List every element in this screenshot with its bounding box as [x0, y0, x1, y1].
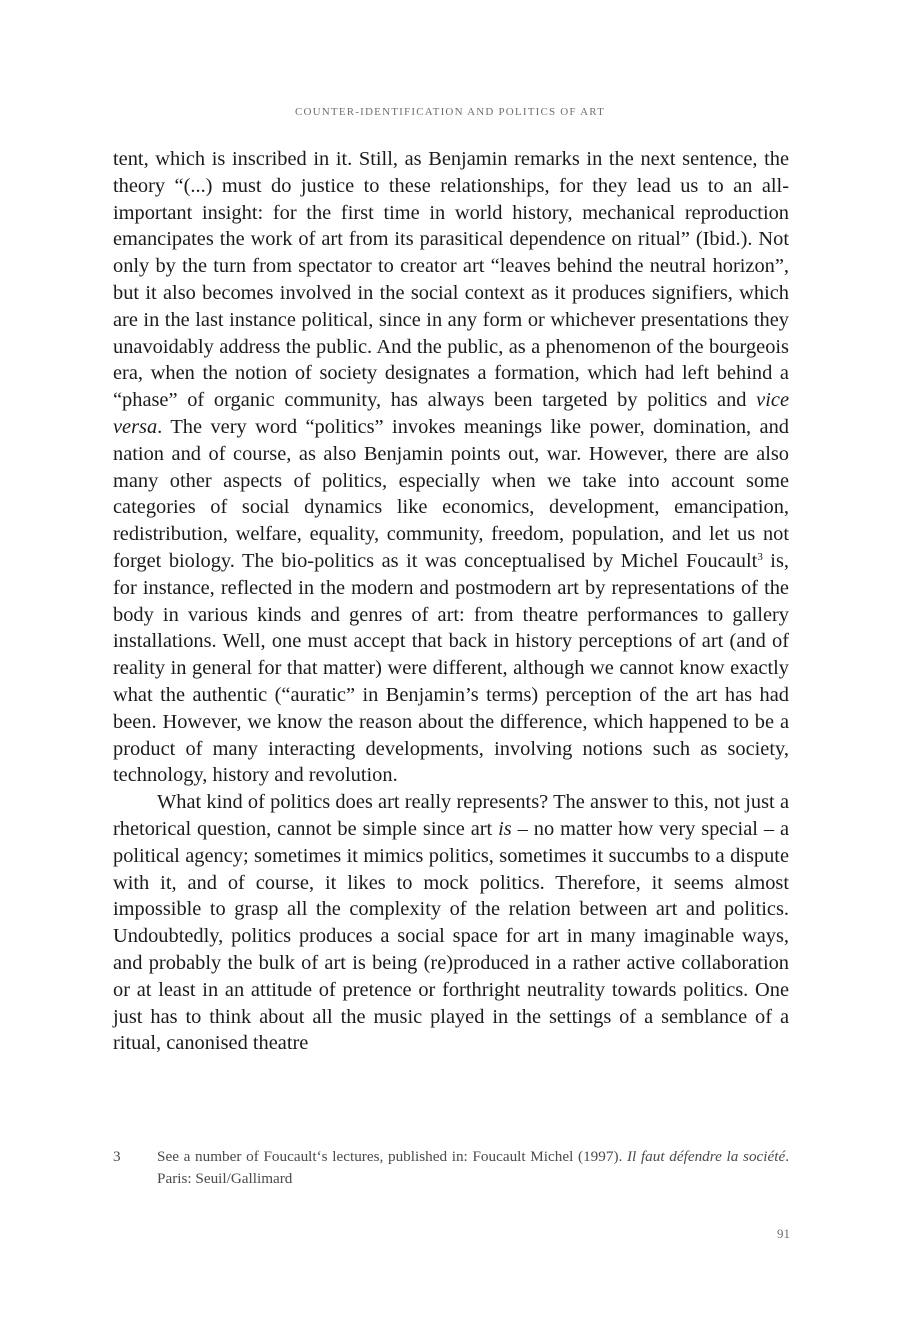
paragraph-1-text-a: tent, which is inscribed in it. Still, as Benjamin remarks in the next sentence, the theory “(...) must do justice to these relationships, for they lead us to an all-important insight: for the first time in world history, mechanical reproduction emancipates the work of art from its parasitical dependence on ritual” (Ibid.). Not only by the turn from spectator to creator art “leaves behind the neutral horizon”, but it also becomes involved in the social context as it produces signifiers, which are in the last instance political, since in any form or whichever presentations they unavoidably address the public. And the public, as a phenomenon of the bourgeois era, when the notion of society designates a formation, which had left behind a “phase” of organic community, has always been targeted by politics and [113, 148, 789, 412]
footnote-italic-title: Il faut défendre la société [626, 1148, 786, 1165]
main-text [113, 146, 789, 1057]
page-number: 91 [777, 1226, 790, 1241]
running-head: COUNTER-IDENTIFICATION AND POLITICS OF ART [294, 106, 606, 118]
paragraph-2 [113, 789, 789, 1057]
paragraph-1-text-b: . The very word “politics” invokes meanings like power, domination, and nation and of course, as also Benjamin points out, war. However, there are also many other aspects of politics, especially when we take into account some categories of social dynamics like economics, development, emancipation, redistribution, welfare, equality, community, freedom, population, and let us not forget biology. The bio-politics as it was conceptualised by Michel Foucault [113, 415, 789, 572]
paragraph-1-text-c: is, for instance, reflected in the modern and postmodern art by representations of the body in various kinds and genres of art: from theatre performances to gallery installations. Well, one must accept that back in history perceptions of art (and of reality in general for that matter) were different, although we cannot know exactly what the authentic (“auratic” in Benjamin’s terms) perception of the art has had been. However, we know the reason about the difference, which happened to be a product of many interacting developments, involving notions such as society, technology, history and revolution. [113, 549, 790, 787]
footnote-number: 3 [113, 1148, 121, 1165]
paragraph-2-text-a: What kind of politics does art really represents? The answer to this, not just a rhetorical question, cannot be simple since art [113, 791, 789, 840]
paragraph-1-italic-vice-versa: vice versa [113, 389, 789, 438]
footnote [113, 1146, 789, 1189]
footnote-text-b: . Paris: Seuil/Gallimard [157, 1148, 789, 1187]
paragraph-2-text-b: – no matter how very special – a political agency; sometimes it mimics politics, sometimes it succumbs to a dispute with it, and of course, it likes to mock politics. Therefore, it seems almost impossible to grasp all the complexity of the relation between art and politics. Undoubtedly, politics produces a social space for art in many imaginable ways, and probably the bulk of art is being (re)produced in a rather active collaboration or at least in an attitude of pretence or forthright neutrality towards politics. One just has to think about all the music played in the settings of a semblance of a ritual, canonised theatre [113, 817, 789, 1055]
paragraph-2-italic-is: is [498, 817, 512, 840]
footnote-text [157, 1146, 789, 1189]
paragraph-1 [113, 146, 789, 789]
footnote-text-a: See a number of Foucault‘s lectures, published in: Foucault Michel (1997). [157, 1148, 627, 1165]
footnote-reference[interactable]: 3 [757, 550, 763, 563]
